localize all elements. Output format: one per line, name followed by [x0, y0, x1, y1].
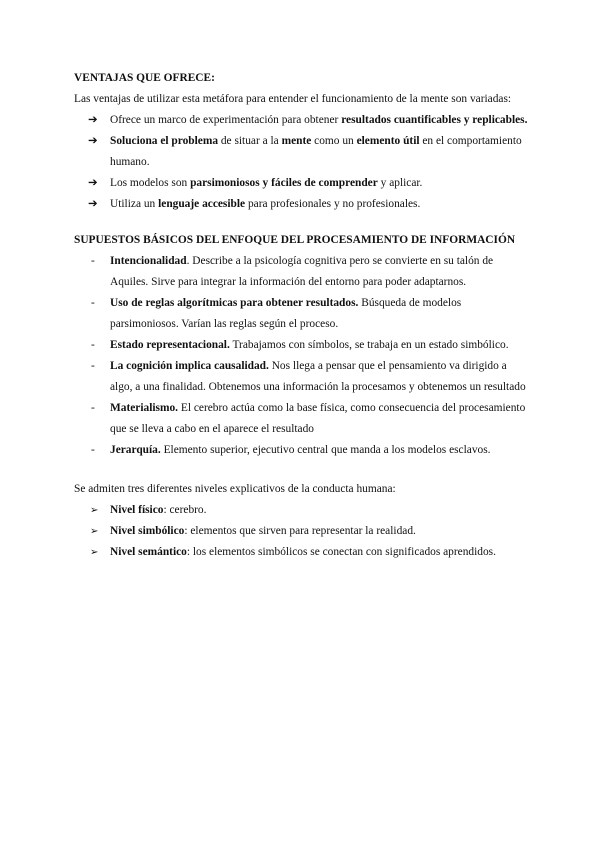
dash-bullet: - — [91, 402, 95, 414]
text-run: Nos llega a pensar que el pensamiento va dirigido a algo, a una finalidad. Obtenemos una información la procesamos y obtenemos un resultado — [110, 360, 526, 393]
bold-text-run: resultados cuantificables y replicables. — [341, 114, 528, 126]
arrow-bullet-icon: ➔ — [88, 177, 98, 189]
list-item-text — [110, 525, 416, 537]
text-run: El cerebro actúa como la base física, como consecuencia del procesamiento que se lleva a cabo en el aparece el resultado — [110, 402, 526, 435]
bold-text-run: Jerarquía. — [110, 444, 161, 456]
list-item-text — [110, 177, 422, 189]
text-run: Trabajamos con símbolos, se trabaja en un estado simbólico. — [229, 339, 509, 351]
text-run: en el comportamiento humano. — [110, 135, 522, 168]
section-intro-ventajas: Las ventajas de utilizar esta metáfora para entender el funcionamiento de la mente son variadas: — [74, 93, 512, 105]
bold-text-run: Nivel semántico — [110, 546, 187, 558]
triangle-bullet-icon: ➢ — [90, 547, 99, 558]
spacer — [74, 461, 532, 479]
niveles-list-item — [74, 500, 532, 521]
dash-bullet: - — [91, 444, 95, 456]
spacer — [74, 215, 532, 230]
list-item-text — [110, 504, 206, 516]
bold-text-run: Intencionalidad — [110, 255, 187, 267]
text-run: : cerebro. — [163, 504, 207, 516]
text-run: de situar a la — [218, 135, 282, 147]
text-run: Utiliza un — [110, 198, 159, 210]
arrow-bullet-icon: ➔ — [88, 135, 98, 147]
bold-text-run: La cognición implica causalidad. — [110, 360, 269, 372]
text-run: como un — [311, 135, 357, 147]
supuestos-list-item — [74, 251, 532, 293]
text-run: Los modelos son — [110, 177, 191, 189]
ventajas-list-item — [74, 131, 532, 173]
dash-bullet: - — [91, 255, 95, 267]
text-run: : los elementos simbólicos se conectan con significados aprendidos. — [186, 546, 496, 558]
text-run: Elemento superior, ejecutivo central que manda a los modelos esclavos. — [160, 444, 491, 456]
supuestos-list — [74, 251, 532, 461]
section-intro-niveles: Se admiten tres diferentes niveles explicativos de la conducta humana: — [74, 483, 396, 495]
ventajas-list-item — [74, 194, 532, 215]
bold-text-run: Soluciona el problema — [110, 135, 219, 147]
supuestos-list-item — [74, 356, 532, 398]
dash-bullet: - — [91, 339, 95, 351]
triangle-bullet-icon: ➢ — [90, 526, 99, 537]
bold-text-run: Nivel simbólico — [110, 525, 185, 537]
bold-text-run: lenguaje accesible — [158, 198, 246, 210]
text-run: Ofrece un marco de experimentación para obtener — [110, 114, 342, 126]
list-item-text — [110, 360, 526, 393]
dash-bullet: - — [91, 297, 95, 309]
text-run: : elementos que sirven para representar la realidad. — [184, 525, 416, 537]
triangle-bullet-icon: ➢ — [90, 505, 99, 516]
list-item-text — [110, 339, 509, 351]
list-item-text — [110, 297, 461, 330]
bold-text-run: Nivel físico — [110, 504, 164, 516]
arrow-bullet-icon: ➔ — [88, 114, 98, 126]
supuestos-list-item — [74, 398, 532, 440]
list-item-text — [110, 444, 491, 456]
supuestos-list-item — [74, 335, 532, 356]
list-item-text — [110, 255, 493, 288]
list-item-text — [110, 114, 527, 126]
text-run: y aplicar. — [377, 177, 423, 189]
bold-text-run: Uso de reglas algorítmicas para obtener resultados. — [110, 297, 359, 309]
bold-text-run: parsimoniosos y fáciles de comprender — [190, 177, 378, 189]
ventajas-list-item — [74, 110, 532, 131]
ventajas-list — [74, 110, 532, 215]
list-item-text — [110, 135, 522, 168]
list-item-text — [110, 402, 525, 435]
document-page — [74, 68, 532, 563]
text-run: para profesionales y no profesionales. — [245, 198, 421, 210]
arrow-bullet-icon: ➔ — [88, 198, 98, 210]
ventajas-list-item — [74, 173, 532, 194]
bold-text-run: mente — [281, 135, 312, 147]
section-heading-supuestos: SUPUESTOS BÁSICOS DEL ENFOQUE DEL PROCESAMIENTO DE INFORMACIÓN — [74, 234, 516, 246]
dash-bullet: - — [91, 360, 95, 372]
bold-text-run: Materialismo. — [110, 402, 179, 414]
list-item-text — [110, 546, 496, 558]
section-heading-ventajas: VENTAJAS QUE OFRECE: — [74, 72, 215, 84]
niveles-list — [74, 500, 532, 563]
supuestos-list-item — [74, 293, 532, 335]
text-run: . Describe a la psicología cognitiva pero se convierte en su talón de Aquiles. Sirve para integrar la información del entorno para poder adaptarnos. — [110, 255, 494, 288]
niveles-list-item — [74, 542, 532, 563]
bold-text-run: elemento útil — [356, 135, 420, 147]
list-item-text — [110, 198, 420, 210]
bold-text-run: Estado representacional. — [110, 339, 230, 351]
niveles-list-item — [74, 521, 532, 542]
text-run: Búsqueda de modelos parsimoniosos. Varían las reglas según el proceso. — [110, 297, 462, 330]
supuestos-list-item — [74, 440, 532, 461]
